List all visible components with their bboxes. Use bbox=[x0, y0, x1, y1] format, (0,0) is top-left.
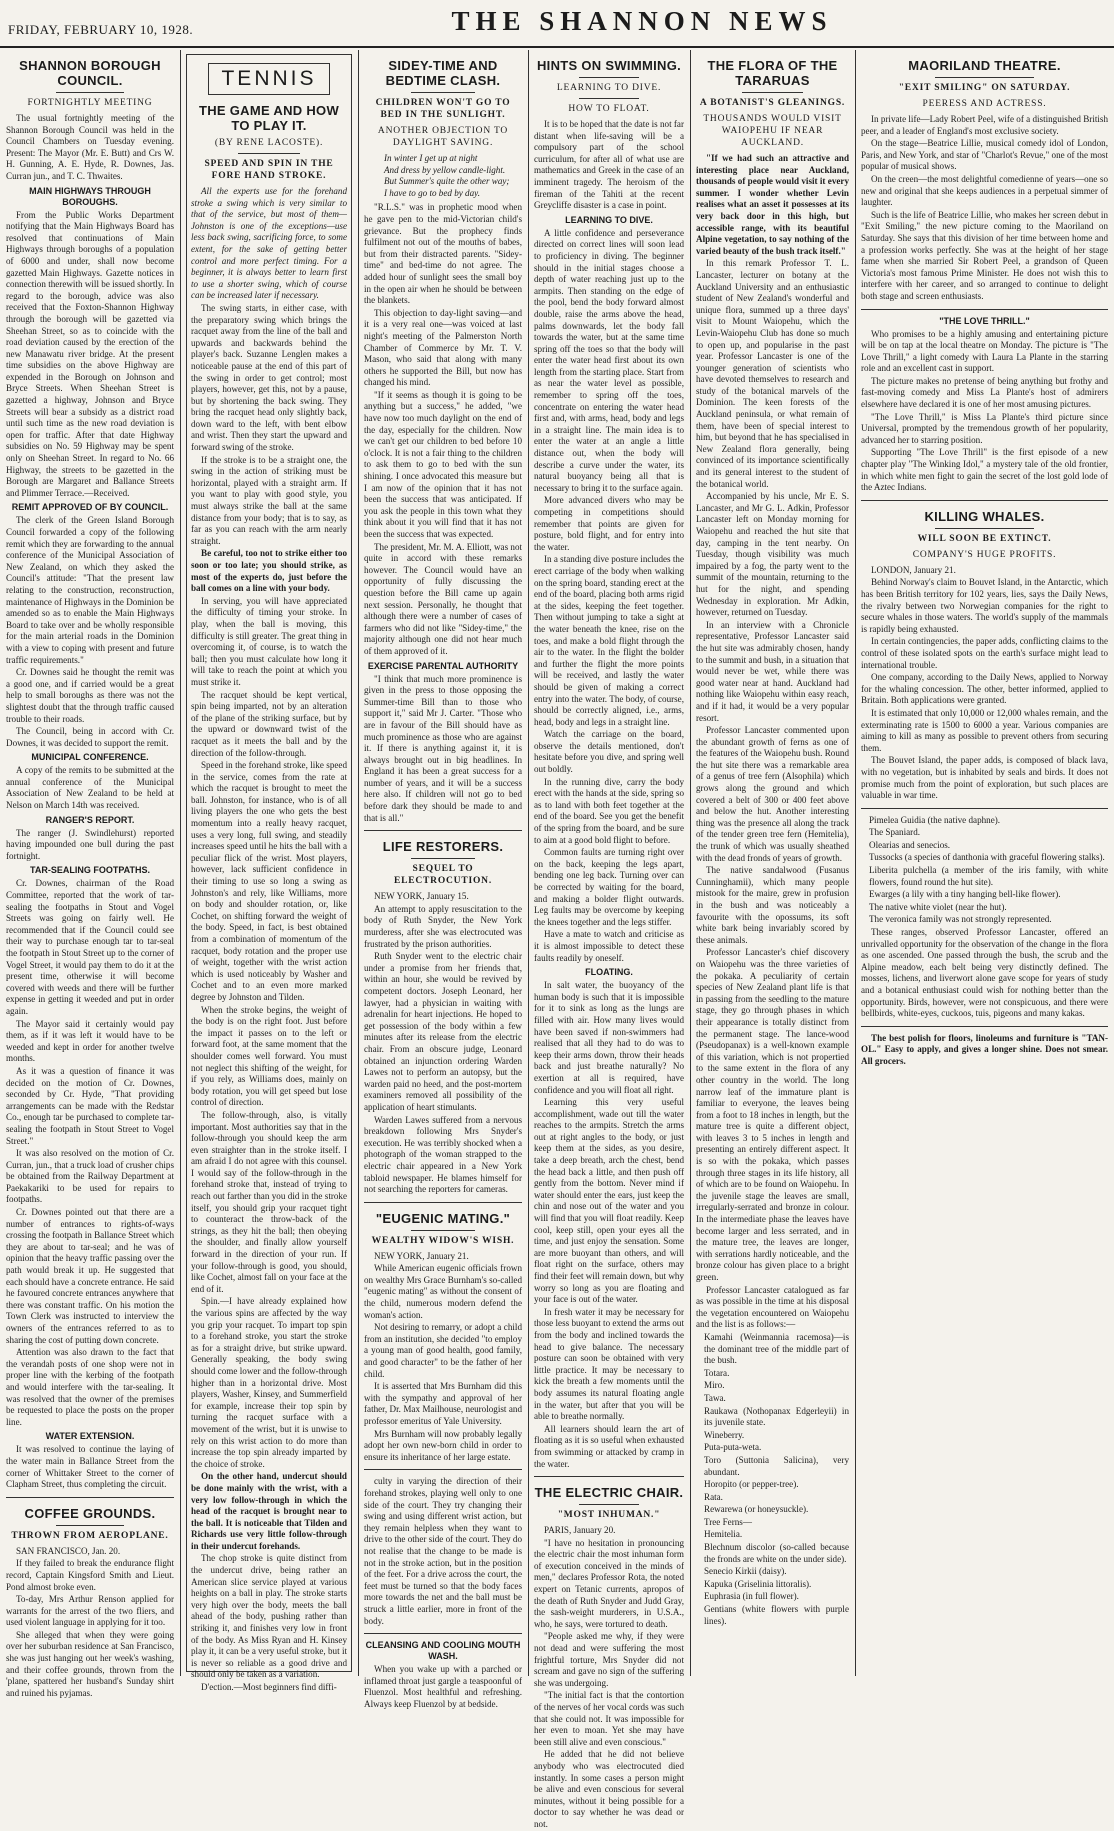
article-subhead: WILL SOON BE EXTINCT. bbox=[917, 533, 1052, 544]
list-item: Ewarges (a lily with a tiny hanging bell-like flower). bbox=[869, 889, 1061, 900]
paragraph: A little confidence and perseverance directed on correct lines will soon lead to proficiency in diving. The beginner should in the initial stages choose a depth of water reaching just up to the armpits. Then standing on the edge of the pool, bend the body forward almost double, raise the arms above the head, palms downwards, let the body fall towards the water, but at the same time spring off the toes so that the body will enter the water head first about its own length from the starting place. Start from as near the water level as possible, remember to spring off the toes, concentrate on entering the water head first and, with arms, head, body and legs in a straight line. The main idea is to enter the water at an angle a little distance out, when the body will describe a curve under the water, its natural buoyancy being all that is necessary to bring it to the surface again. bbox=[534, 227, 684, 493]
article-headline: SIDEY-TIME AND BEDTIME CLASH. bbox=[385, 58, 501, 88]
paragraph: NEW YORK, January 15. bbox=[374, 891, 469, 902]
article-subhead: THROWN FROM AEROPLANE. bbox=[11, 1530, 169, 1541]
paragraph: Attention was also drawn to the fact that the verandah posts of one shop were not in proper line with the kerbing of the footpath and would interfere with the tar-sealing. It was resolved that the owner of the premises be requested to place the posts on the proper line. bbox=[6, 1347, 174, 1427]
paragraph: PARIS, January 20. bbox=[544, 1525, 616, 1536]
paragraph: The chop stroke is quite distinct from the undercut drive, being rather an American slice service played at various heights on a ball in play. The stroke starts very high over the body, meets the ball ahead of the body, pushing rather than striking it, and finishes very low in front of the body. As Miss Ryan and H. Kinsey play it, it can be a very useful stroke, but it is never so reliable as a good drive and should only be taken as a variation. bbox=[191, 1553, 347, 1680]
list-item: Tree Ferns— bbox=[704, 1516, 752, 1527]
section-head: REMIT APPROVED OF BY COUNCIL. bbox=[11, 502, 169, 513]
paragraph: In the running dive, carry the body erect with the hands at the side, spring so as to land with both feet together at the end of the board. See you get the benefit of the spring from the board, and be sure to aim at a good bold flight to before. bbox=[534, 776, 684, 845]
article-headline: MAORILAND THEATRE. bbox=[908, 58, 1061, 73]
plant-list bbox=[696, 1332, 849, 1627]
paragraph: In this remark Professor T. L. Lancaster, lecturer on botany at the Auckland University and an enthusiastic student of New Zealand's wonderful and unique flora, summed up a three days' visit to Mount Waiopehu, which the Levin-Waiopehu Club has done so much to open up, and popularise in the past year. Professor Lancaster is one of the younger generation of scientists who have devoted themselves to research and study of the botanical marvels of the Dominion. The keen forests of the Auckland peninsula, or what remain of them, have been of special interest to him, but beyond that he has specialised in New Zealand flora generally, being convinced of its importance scientifically and its general interest to the student of the botanical world. bbox=[696, 258, 849, 489]
article-headline: LIFE RESTORERS. bbox=[382, 839, 504, 855]
verse-line: And dress by yellow candle-light. bbox=[384, 164, 506, 175]
paragraph: Have a mate to watch and criticise as it is almost impossible to detect these faults readily by oneself. bbox=[534, 929, 684, 963]
list-item: Gentians (white flowers with purple lines). bbox=[704, 1604, 849, 1626]
list-item: Raukawa (Nothopanax Edgerleyii) in its juvenile state. bbox=[704, 1405, 849, 1428]
article-subhead: A BOTANIST'S GLEANINGS. bbox=[699, 98, 846, 108]
paragraph: Cr. Downes, chairman of the Road Committee, reported that the work of tar-sealing the footpaths in Stout and Vogel Streets was going on fairly well. He recommended that if the Council could see their way to purchase enough tar to tar-seal the footpath in Stout Street up to the corner of Vogel Street, it would pay them to do it at the present time, otherwise it will become covered with weeds and there will be further expense in getting it weeded and put in order again. bbox=[6, 878, 174, 1016]
paragraph: The president, Mr. M. A. Elliott, was not quite in accord with these remarks however. The Council would have an opportunity of fully discussing the question before the Bill came up again next session. Personally, he thought that although there were a number of cases of farmers who did not like "Sidey-time," the majority although one did not hear much of them approved of it. bbox=[364, 541, 523, 656]
paragraph: Not desiring to remarry, or adopt a child from an institution, she decided "to employ a young man of good health, good family, and good character" to be the father of her child. bbox=[364, 1322, 522, 1379]
list-item: Horopito (or pepper-tree). bbox=[704, 1479, 799, 1490]
paragraph: "If it seems as though it is going to be anything but a success," he added, "we have now too much daylight on the end of the day, especially for the children. Now we can't get our children to bed before 10 o'clock. It is not a fair thing to the children to ask them to go to bed with the sun shining. I once advocated this measure but I am now of the opinion that it has not been the success that was anticipated. If you ask the people in this town what they think about it you will find that it has not been the success that was expected. bbox=[364, 389, 522, 539]
list-item: Miro. bbox=[704, 1380, 725, 1391]
list-item: Puta-puta-weta. bbox=[704, 1442, 762, 1453]
paragraph: In an interview with a Chronicle representative, Professor Lancaster said the hut site was admirably chosen, handy to the summit and bush, in a situation that would never be wet, while there was good water near at hand. Auckland had nothing like Waiopehu within easy reach, and if it had, it would be a very popular resort. bbox=[696, 619, 849, 723]
list-item: The veronica family was not strongly represented. bbox=[869, 914, 1052, 925]
paragraph: SAN FRANCISCO, Jan. 20. bbox=[16, 1545, 121, 1556]
paragraph: If the stroke is to be a straight one, the swing in the action of striking must be horizontal, played with a straight arm. If you want to play with good style, you must always strike the ball at the same distance from your body; that is to say, as far as you can reach with the arm nearly straight. bbox=[191, 454, 347, 546]
paragraph: To-day, Mrs Arthur Renson applied for warrants for the arrest of the two fliers, and used violent language in applying for it too. bbox=[6, 1594, 174, 1628]
article-subhead: WEALTHY WIDOW'S WISH. bbox=[371, 1235, 515, 1246]
list-item: Totara. bbox=[704, 1367, 730, 1378]
column-flora bbox=[696, 50, 849, 1678]
paragraph: "I think that much more prominence is given in the press to those opposing the Summer-time Bill than to those who support it," said Mr J. Carter. "Those who are in favour of the Bill should have as much prominence as those who are against it. If there is anything against it, it is always brought out in big headlines. In England it has been a great success for a number of years, and it will be a success here also. If children will not go to bed before dark they should be made to and that is all." bbox=[364, 673, 522, 823]
column-rule bbox=[358, 50, 359, 1676]
article-subhead: "EXIT SMILING" ON SATURDAY. bbox=[898, 83, 1071, 93]
article-headline: SHANNON BOROUGH COUNCIL. bbox=[19, 58, 161, 88]
list-item: Pimelea Guidia (the native daphne). bbox=[869, 814, 1001, 825]
verse-line: In winter I get up at night bbox=[384, 153, 478, 163]
paragraph: Behind Norway's claim to Bouvet Island, in the Antarctic, which has been British territory for 102 years, lies, says the Daily News, the rivalry between two Norwegian companies for the right to secure whales in those waters. The world's supply of the mammals is rapidly being exhausted. bbox=[861, 577, 1108, 634]
article-headline: "THE LOVE THRILL." bbox=[939, 315, 1030, 326]
column-rule bbox=[528, 50, 529, 1676]
section-head: MUNICIPAL CONFERENCE. bbox=[31, 752, 149, 763]
paragraph: Mrs Burnham will now probably legally adopt her own new-born child in order to ensure its inheritance of her large estate. bbox=[364, 1428, 522, 1462]
paragraph: On the creen—the most delightful comedienne of years—one so new and original that she keeps audiences in a perpetual simmer of laughter. bbox=[861, 173, 1108, 208]
article-headline: COFFEE GROUNDS. bbox=[24, 1505, 156, 1521]
paragraph: LONDON, January 21. bbox=[871, 564, 956, 575]
tennis-article-box bbox=[186, 54, 352, 1692]
paragraph: This objection to day-light saving—and it is a very real one—was voiced at last night's meeting of the Palmerston North Chamber of Commerce by Mr. T. V. Mason, who said that along with many others he supported the Bill, but now has changed his mind. bbox=[364, 307, 522, 388]
paragraph: In private life—Lady Robert Peel, wife of a distinguished British peer, and a leader of England's most exclusive society. bbox=[861, 114, 1108, 136]
paragraph: It is estimated that only 10,000 or 12,000 whales remain, and the exterminating rate is 1500 to 6000 a year. Various companies are aiming to kill as many as possible to prevent others from securing them. bbox=[861, 707, 1108, 753]
verse bbox=[364, 153, 522, 199]
section-head: MAIN HIGHWAYS THROUGH BOROUGHS. bbox=[29, 185, 151, 207]
article-subhead: PEERESS AND ACTRESS. bbox=[922, 99, 1047, 109]
paragraph: NEW YORK, January 21. bbox=[374, 1250, 469, 1261]
paragraph: Professor Lancaster's chief discovery on Waiopehu was the three varieties of the pokaka. A peculiarity of certain species of New Zealand plant life is that in passing from the seedling to the mature stage, they go through phases in which their appearance is totally distinct from the permanent stage. The lance-wood (Pseudopanax) is a well-known example of this variation, which is not propertied to the same extent in the flora of any other country in the world. The long narrow leaf of the immature plant is familiar to everyone, the leaves being from a foot to 18 inches in length, but the mature tree is quite a different object, with leaves 3 to 5 inches in length and presenting an entirely different aspect. It is so with the pokaka, which passes through three stages in its life history, all of which are to be found on Waiopehu. In the juvenile stage the leaves are small, irregularly-serrated and bronze in colour. In the intermediate phase the leaves have become larger and less serrated, and in the mature tree, the leaves are longer, with serrations hardly noticeable, and the bronze colour has given place to a bright green. bbox=[696, 947, 849, 1282]
list-item: Hemitelia. bbox=[704, 1529, 743, 1540]
paragraph: The Mayor said it certainly would pay them, as if it was left it would have to be weeded and kept in order for another twelve months. bbox=[6, 1018, 174, 1064]
paragraph: On the stage—Beatrice Lillie, musical comedy idol of London, Paris, and New York, and star of "Charlot's Revue," one of the most popular of musical shows. bbox=[861, 138, 1108, 172]
paragraph: Common faults are turning right over on the back, keeping the legs apart, bending one leg back. Turning over can be corrected by waiting for the board, and making a bolder flight outwards. Leg faults may be overcome by keeping the knees together and the legs stiffer. bbox=[534, 847, 684, 927]
paragraph: A copy of the remits to be submitted at the annual conference of the Municipal Association of New Zealand to be held at Nelson on March 14th was received. bbox=[6, 765, 174, 811]
verse-line: I have to go to bed by day. bbox=[384, 187, 480, 198]
article-subhead: CHILDREN WON'T GO TO BED IN THE SUNLIGHT. bbox=[375, 98, 511, 120]
list-item: Liberita pulchella (a member of the iris family, with white flowers, found round the hut site). bbox=[869, 865, 1108, 887]
list-item: The native white violet (near the hut). bbox=[869, 901, 1007, 912]
article-subhead: COMPANY'S HUGE PROFITS. bbox=[912, 549, 1057, 560]
paragraph: It was also resolved on the motion of Cr. Curran, jun., that a truck load of crusher chips be obtained from the Railway Department at Paekakariki to be used for repairs to footpaths. bbox=[6, 1148, 174, 1205]
paragraph: Cr. Downes said he thought the remit was a good one, and if carried would be a great help to small boroughs as there was not the slightest doubt that the through traffic caused trouble to their roads. bbox=[6, 667, 174, 724]
masthead bbox=[0, 0, 1114, 48]
article-subhead: SEQUEL TO ELECTROCUTION. bbox=[393, 864, 493, 887]
article-headline: CLEANSING AND COOLING MOUTH WASH. bbox=[365, 1640, 521, 1662]
list-item: Tawa. bbox=[704, 1392, 726, 1403]
list-item: Tussocks (a species of danthonia with graceful flowering stalks). bbox=[869, 852, 1105, 863]
paragraph: He added that he did not believe anybody who was electrocuted died instantly. In some cases a person might be alive and even conscious for several minutes, without it being possible for a doctor to say whether he was dead or not. bbox=[534, 1749, 684, 1829]
article-headline: THE FLORA OF THE TARARUAS bbox=[707, 58, 838, 88]
list-item: Toro (Suttonia Salicina), very abundant. bbox=[704, 1454, 849, 1477]
paragraph: Learning this very useful accomplishment, wade out till the water reaches to the armpits. Stretch the arms out at right angles to the body, or just keep them at the sides, as you desire, take a deep breath, arch the chest, bend the head back a little, and then push off gently from the bottom. Never mind if water should enter the ears, just keep the chin and nose out of the water and you will find that you will float readily. Keep cool, keep still, open your eyes all the time, and just enjoy the sensation. Some are more buoyant than others, and will float right on the surface, others may find their feet will remain down, but why worry so long as you are floating and your face is out of the water. bbox=[534, 1097, 685, 1305]
column-rule bbox=[180, 50, 181, 1676]
paragraph: Watch the carriage on the board, observe the details mentioned, don't hesitate before you dive, and spring well out boldly. bbox=[534, 729, 684, 775]
paragraph: Professor Lancaster catalogued as far as was possible in the time at his disposal the vegetation encountered on Waiopehu and the list is as follows:— bbox=[696, 1284, 849, 1330]
paragraph: In salt water, the buoyancy of the human body is such that it is impossible for it to sink as long as the lungs are filled with air. How many lives would have been saved if non-swimmers had realised that all they had to do was to keep their arms down, throw their heads back and just breathe naturally? No exertion at all is required, have confidence and you will float all right. bbox=[534, 980, 684, 1095]
list-item: Kapuka (Griselinia littoralis). bbox=[704, 1578, 812, 1589]
paragraph: These ranges, observed Professor Lancaster, offered an unrivalled opportunity for the observation of the change in the flora as one ascended. One passed through the bush, the scrub and the Alpine meadow, each belt being very distinctly defined. The mosses, lichens, and liverwort alone gave scope for years of study and a botanical enthusiast could wish for nothing better than the opportunity. Birds, however, were not conspicuous, and there were bellbirds, white-eyes, cuckoos, tuis, pigeons and many kakas. bbox=[861, 927, 1108, 1019]
paragraph: When the stroke begins, the weight of the body is on the right foot. Just before the impact it passes on to the left or forward foot, at the same moment that the shoulder comes well forward. You must not neglect this shifting of the weight, for if you rely, as Williams does, mainly on body rotation, you will get speed but lose control of direction. bbox=[191, 1004, 347, 1108]
list-item: Blechnum discolor (so-called because the fronds are white on the under side). bbox=[704, 1542, 849, 1564]
paragraph: "R.L.S." was in prophetic mood when he gave pen to the mid-Victorian child's grievance. But the prophecy finds fulfilment not out of the mouths of babes, but from their distracted parents. "Sidey-time" and bed-time do not agree. The added hour of sunlight sees the small boy in the open air when he should be between the blankets. bbox=[364, 202, 522, 306]
article-headline: HINTS ON SWIMMING. bbox=[536, 58, 682, 73]
paragraph: The Bouvet Island, the paper adds, is composed of black lava, with no vegetation, but is inhabited by seals and birds. It does not promise much from the point of exploration, but such places are valuable in war time. bbox=[861, 755, 1108, 801]
paragraph: If they failed to break the endurance flight record, Captain Kingsford Smith and Lieut. Pond almost broke even. bbox=[6, 1558, 174, 1592]
paragraph: The racquet should be kept vertical, spin being imparted, not by an alteration of the plane of the striking surface, but by the upward or downward twist of the racquet as it meets the ball and by the direction of the follow-through. bbox=[191, 689, 347, 758]
issue-date: FRIDAY, FEBRUARY 10, 1928. bbox=[8, 22, 194, 37]
column-tennis bbox=[186, 50, 352, 1692]
plant-list-continued bbox=[861, 815, 1108, 926]
paragraph: The clerk of the Green Island Borough Council forwarded a copy of the following remit which they are forwarding to the annual conference of the Municipal Association of New Zealand, on which they asked the Council's attitude: "That the present law relating to the construction, reconstruction, maintenance of Highways in the Dominion be amended so as to enable the Main Highways Board to take over and be wholly responsible for the main arterial roads in the Dominion with a view to coping with present and future traffic requirements." bbox=[6, 515, 174, 665]
newspaper-title: THE SHANNON NEWS bbox=[451, 6, 833, 36]
article-headline: "EUGENIC MATING." bbox=[375, 1210, 511, 1226]
column-borough-council bbox=[6, 50, 174, 1698]
article-subhead: FORTNIGHTLY MEETING bbox=[27, 98, 153, 108]
paragraph: All the experts use for the forehand stroke a swing which is very similar to that of the service, but most of them—Johnston is one of the exceptions—use less back swing, sacrificing force, to some extent, for the sake of getting better control and more perfect timing. For a beginner, it is always better to learn first to use a shorter swing, which of course can be increased later if necessary. bbox=[191, 186, 347, 301]
paragraph: culty in varying the direction of their forehand strokes, playing well only to one side of the court. They try changing their swing and using different wrist action, but they remain helpless when they want to drive to the other side of the court. They do not realise that the change to be made is not in the stroke action, but in the position of the feet. For a drive across the court, the feet must be turned so that the body faces more towards the net and the ball must be struck a little earlier, more in front of the body. bbox=[364, 1476, 522, 1626]
paragraph: Spin.—I have already explained how the various spins are affected by the way you grip your racquet. To impart top spin to a forehand stroke, you start the stroke as for a straight drive, but strike upward. Generally speaking, the body swing should come lower and the follow-through higher than in a horizontal drive. Most players, Washer, Kinsey, and Summerfield for example, increase their top spin by turning the racquet surface with a movement of the wrist, but it is unwise to rely on this wrist action to do more than increase the top spin already imparted by the choice of stroke. bbox=[191, 1296, 347, 1469]
paragraph: Accompanied by his uncle, Mr E. S. Lancaster, and Mr G. L. Adkin, Professor Lancaster left on Monday morning for Waiopehu and reached the hut site that day, camping in the tent nearby. On Tuesday, though visibility was much impaired by a fog, the party went to the summit of the mountain, returning to the hut for the night, and spending Wednesday in exploration. Mr Adkin, however, returned on Tuesday. bbox=[696, 491, 849, 618]
paragraph: An attempt to apply resuscitation to the body of Ruth Snyder, the New York murderess, after she was electrocuted was frustrated by the prison authorities. bbox=[364, 903, 522, 949]
column-rule bbox=[855, 50, 856, 1676]
article-subhead: "MOST INHUMAN." bbox=[557, 1510, 661, 1521]
verse-line: But Summer's quite the other way; bbox=[384, 176, 510, 187]
list-item: Kamahi (Weinmannia racemosa)—is the dominant tree of the middle part of the bush. bbox=[704, 1331, 849, 1366]
list-item: Senecio Kirkii (daisy). bbox=[704, 1566, 787, 1577]
paragraph: As it was a question of finance it was decided on the motion of Cr. Downes, seconded by Cr. Hyde, "That providing arrangements can be made with the Redstar Co., enough tar be purchased to complete tar-sealing the footpath in Stout Street to Vogel Street." bbox=[6, 1065, 174, 1146]
paragraph: In serving, you will have appreciated the difficulty of timing your stroke. In play, when the ball is moving, this difficulty is still greater. The great thing in overcoming it, of course, is to watch the ball; then you must calculate how long it will take to reach the point at which you must strike it. bbox=[191, 595, 347, 687]
article-subhead: SPEED AND SPIN IN THE FORE HAND STROKE. bbox=[204, 159, 334, 181]
paragraph: The picture makes no pretense of being anything but frothy and fast-moving comedy and Miss La Plante's host of admirers elsewhere have declared it is one of her most amusing pictures. bbox=[861, 375, 1108, 410]
paragraph: While American eugenic officials frown on wealthy Mrs Grace Burnham's so-called "eugenic mating" as without the consent of the child, numerous modern defend the woman's action. bbox=[364, 1263, 522, 1320]
paragraph: It was resolved to continue the laying of the water main in Ballance Street from the corner of Whittaker Street to the corner of Clapham Street, thus completing the circuit. bbox=[6, 1444, 174, 1490]
lead-paragraph: "If we had such an attractive and interesting place near Auckland, thousands of people would visit it every summer. I wonder whether Levin realises what an asset it possesses at its very back door in this high, but accessible range, with its beautiful Alpine vegetation, to say nothing of the varied beauty of the bush track itself." bbox=[696, 153, 849, 256]
paragraph: In a standing dive posture includes the erect carriage of the body when walking on the spring board, standing erect at the end of the board, placing both arms rigid at the sides, keeping the feet together. Then without jumping to take a sight at the water beneath the knee, rise on the toes, and make a bold flight through the air to the water. In the flight the bolder and further the flight the more points will be received, and lastly the water should be given of making a correct entry into the water. The body, of course, should be correctly aligned, i.e., arms, head, body and legs in a straight line. bbox=[534, 554, 684, 727]
column-daylight-saving bbox=[364, 50, 523, 1709]
paragraph: The Council, being in accord with Cr. Downes, it was decided to support the remit. bbox=[6, 726, 174, 748]
paragraph: More advanced divers who may be competing in competitions should remember that points are given for posture, bold flight, and for entry into the water. bbox=[534, 495, 684, 552]
paragraph: Such is the life of Beatrice Lillie, who makes her screen debut in "Exit Smiling," the new picture coming to the Maoriland on Saturday. She says that this division of her time between home and a profession works perfectly. She was at the height of her stage fame when she married Sir Robert Peel, a grandson of Queen Victoria's most famous Prime Minister. He does not wish this to interfere with her career, and so arranged to continue to delight both stage and screen enthusiasts. bbox=[861, 209, 1108, 301]
paragraph: "I have no hesitation in pronouncing the electric chair the most inhuman form of execution conceived in the minds of men," declares Professor Rota, the noted expert on Tetanic currents, apropos of the death of Ruth Snyder and Judd Gray, the sash-weight murderers, in U.S.A., who, he says, were tortured to death. bbox=[534, 1537, 684, 1629]
section-head: WATER EXTENSION. bbox=[45, 1431, 135, 1442]
paragraph: In fresh water it may be necessary for those less buoyant to extend the arms out from the body and inclined towards the head to give balance. The necessary posture can soon be obtained with very little practice. It may be necessary to kick the breath a few moments until the body assumes its natural floating angle in the water, but after that you will be able to breathe normally. bbox=[534, 1306, 684, 1422]
emphasis-paragraph: On the other hand, undercut should be done mainly with the wrist, with a very low follow-through in which the head of the racquet is brought near to the ball. It is noticeable that Tilden and Richards use very little follow-through in their undercut forehands. bbox=[191, 1471, 347, 1551]
paragraph: Cr. Downes pointed out that there are a number of entrances to rights-of-ways crossing the footpath in Ballance Street which they are about to tar-seal; and he was of opinion that the heavy traffic passing over the path would break it up. He suggested that each should have a concrete entrance. He said he favoured concrete entrances anywhere that there was constant traffic. On his motion the Town Clerk was instructed to interview the owners of the entrances referred to as to sharing the cost of putting down concrete. bbox=[6, 1207, 174, 1345]
paragraph: The native sandalwood (Fusanus Cunninghamii), which many people mistook for the maire, grew in profusion in the bush and was noticeably a favourite with the opossums, its soft white bark being invariably scored by these animals. bbox=[696, 865, 849, 945]
paragraph: Who promises to be a highly amusing and entertaining picture will be on tap at the local theatre on Monday. The picture is "The Love Thrill," a light comedy with Laura La Plante in the starring role and an excellent cast in support. bbox=[861, 328, 1108, 374]
paragraph: It is asserted that Mrs Burnham did this with the sympathy and approval of her father, Dr. Max Mailhouse, neurologist and professor emeritus of Yale University. bbox=[364, 1381, 522, 1426]
column-theatre bbox=[861, 50, 1108, 1678]
list-item: Rewarewa (or honeysuckle). bbox=[704, 1504, 809, 1515]
paragraph: The ranger (J. Swindlehurst) reported having impounded one bull during the past fortnight. bbox=[6, 827, 174, 861]
paragraph: The usual fortnightly meeting of the Shannon Borough Council was held in the Council Chambers on Tuesday evening. Present: The Mayor (Mr. E. Butt) and Crs W. H. Gunning, A. E. Hyde, R. Downes, Jas. Curran jun., and T. C. Thwaites. bbox=[6, 113, 174, 181]
article-headline: THE ELECTRIC CHAIR. bbox=[534, 1485, 684, 1501]
paragraph: "The Love Thrill," is Miss La Plante's third picture since Universal, prompted by the tremendous growth of her popularity, advanced her to starring position. bbox=[861, 411, 1108, 445]
article-headline: KILLING WHALES. bbox=[924, 508, 1045, 524]
advertisement-text: The best polish for floors, linoleums and furniture is "TAN-OL." Easy to apply, and gives a longer shine. Does not smear. All grocers. bbox=[861, 1032, 1108, 1066]
advertisement-text: When you wake up with a parched or inflamed throat just gargle a teaspoonful of Fluenzol. Most healthful and refreshing. Always keep Fluenzol by at bedside. bbox=[364, 1664, 522, 1709]
article-subhead: ANOTHER OBJECTION TO DAYLIGHT SAVING. bbox=[377, 126, 509, 148]
paragraph: All learners should learn the art of floating as it is so useful when exhausted from swimming or attacked by cramp in the water. bbox=[534, 1423, 684, 1469]
article-subhead: LEARNING TO DIVE. bbox=[556, 83, 662, 93]
list-item: Olearias and senecios. bbox=[869, 839, 951, 850]
list-item: Wineberry. bbox=[704, 1429, 745, 1440]
paragraph: "People asked me why, if they were not dead and were suffering the most frightful torture, Mrs Snyder did not scream and gave no sign of the suffering she was undergoing. bbox=[534, 1631, 684, 1688]
section-head: TAR-SEALING FOOTPATHS. bbox=[30, 865, 150, 876]
article-subhead: THOUSANDS WOULD VISIT WAIOPEHU IF NEAR AUCKLAND. bbox=[703, 114, 842, 148]
list-item: The Spaniard. bbox=[869, 827, 921, 838]
paragraph: Professor Lancaster commented upon the abundant growth of ferns as one of the features of the Waiopehu bush. Round the hut site there was a remarkable area of a genus of tree fern (Alsophila) which grows along the ground and which covered a belt of 300 or 400 feet above and below the hut. Another interesting thing was the presence all along the track of the tender green tree fern (Hemitelia), the trunk of which was usually sheathed with the dead fronds of years of growth. bbox=[696, 725, 849, 863]
paragraph: From the Public Works Department notifying that the Main Highways Board has resolved that continuations of Main Highways through boroughs of a population of 6000 and under, shall now become gazetted Main Highways. Gazette notices in connection therewith will be issued shortly. In regard to the borough, advice was also received that the Foxton-Shannon Highway through the borough will be gazetted via Sheehan Street, so as to coincide with the road deviation caused by the erection of the new Manawatu river bridge. At the present time subsidies on the above Highway are expended in the Borough on Johnson and Bryce Streets. When Sheehan Street is gazetted a highway, Johnson and Bryce Streets will bear a subsidy as a district road until such time as the new road deviation is open for traffic. After that date Highway subsidies on No. 59 Highway may be spent only on Sheehan Street. In regard to No. 66 Highway, the streets to be gazetted in the Borough are Margaret and Ballance Streets and Plimmer Terrace.—Received. bbox=[6, 209, 174, 498]
emphasis-paragraph: Be careful, too not to strike either too soon or too late; you should strike, as most of the experts do, just before the ball comes on a line with your body. bbox=[191, 548, 347, 594]
paragraph: Speed in the forehand stroke, like speed in the service, comes from the rate at which the racquet is brought to meet the ball. Johnston, for instance, who is of all living players the one who gets the best momentum into a really heavy racquet, uses a very long, full swing, and steadily increases speed until he hits the ball with a peculiar flick of the wrist. Most players, however, lack sufficient confidence in their timing to use so long a swing as Johnston's and rely, like Williams, more on body and shoulder rotation, or, like Cochet, on shifting forward the weight of the body. Speed, in fact, is best obtained from a combination of momentum of the racquet, body rotation and the proper use of weight, together with the wrist action which is used noticeably by Washer and Cochet and to an even more marked degree by Johnston and Tilden. bbox=[191, 760, 347, 1002]
paragraph: Supporting "The Love Thrill" is the first episode of a new chapter play "The Winking Idol," a mystery tale of the old frontier, in which white men fight to gain the secret of the lost gold lode of the Aztec Indians. bbox=[861, 447, 1108, 493]
paragraph: It is to be hoped that the date is not far distant when life-saving will be a compulsory part of the school curriculum, for after all of what use are mathematics and Greek in the case of an imminent tragedy. The heroism of the fireman of the Tahiti at the recent Greycliffe disaster is a case in point. bbox=[534, 119, 684, 211]
section-head: EXERCISE PARENTAL AUTHORITY bbox=[367, 660, 519, 671]
paragraph: "The initial fact is that the contortion of the nerves of her vocal cords was such that she could not. It was impossible for her even to moan. Yet she may have been still alive and even conscious." bbox=[534, 1690, 684, 1747]
list-item: Rata. bbox=[704, 1491, 723, 1502]
column-swimming bbox=[534, 50, 685, 1829]
paragraph: She alleged that when they were going over her suburban residence at San Francisco, she was just hanging out her week's washing, and their coffee grounds, thrown from the 'plane, spattered her husband's Sunday shirt and ruined his pyjamas. bbox=[6, 1629, 174, 1698]
section-head: LEARNING TO DIVE. bbox=[565, 214, 653, 225]
list-item: Euphrasia (in full flower). bbox=[704, 1591, 799, 1602]
section-banner: TENNIS bbox=[208, 63, 330, 95]
paragraph: Warden Lawes suffered from a nervous breakdown following Mrs Snyder's execution. He was terribly shocked when a photograph of the woman strapped to the electric chair appeared in a New York tabloid newspaper. He blames himself for not searching the reporters for cameras. bbox=[364, 1114, 522, 1195]
section-head: FLOATING. bbox=[585, 967, 633, 978]
paragraph: The swing starts, in either case, with the preparatory swing which brings the racquet away from the line of the ball and upwards and backwards behind the player's back. Suzanne Lenglen makes a noticeable pause at the end of this part of the swing in order to get control; most players, however, get this, not by a pause, but by shortening the back swing. They bring the racquet head only slightly back, down ward to the left, with bent elbow and wrist. Then they start the upward and forward swing of the stroke. bbox=[191, 302, 347, 453]
byline: (BY RENE LACOSTE). bbox=[214, 138, 324, 148]
article-headline: THE GAME AND HOW TO PLAY IT. bbox=[198, 103, 340, 133]
paragraph: D'ection.—Most beginners find diffi- bbox=[201, 1682, 337, 1692]
paragraph: The follow-through, also, is vitally important. Most authorities say that in the follow-through you should keep the arm even straighter than in the stroke itself. I am afraid I do not agree with this counsel. I would say of the follow-through in the forehand stroke that, instead of trying to reach out farther than you did in the stroke itself, you should grip your racquet tight to counteract the throw-back of the strings, as they hit the ball; then obeying the shoulder, and finally allow yourself forward in the direction of your run. If your follow-through is good, you should, like Cochet, almost fall on your face at the end of it. bbox=[191, 1109, 347, 1294]
paragraph: In certain contingencies, the paper adds, conflicting claims to the control of these isolated spots on the earth's surface might lead to international trouble. bbox=[861, 636, 1108, 670]
column-rule bbox=[690, 50, 691, 1676]
article-subhead: HOW TO FLOAT. bbox=[568, 104, 650, 114]
paragraph: One company, according to the Daily News, applied to Norway for the whaling concession. The other, better informed, applied to Britain. Both applications were granted. bbox=[861, 672, 1108, 706]
section-head: RANGER'S REPORT. bbox=[45, 814, 135, 825]
paragraph: Ruth Snyder went to the electric chair under a promise from her friends that, within an hour, she would be revived by competent doctors. Joseph Leonard, her lawyer, had a physician in waiting with adrenalin for heart injections. He hoped to get possession of the body within a few minutes after its release from the electric chair. From an obscure judge, Leonard obtained an injunction ordering Warden Lawes not to perform an autopsy, but the warden paid no heed, and the post-mortem examiners removed all possibility of the application of heart stimulants. bbox=[364, 951, 522, 1112]
